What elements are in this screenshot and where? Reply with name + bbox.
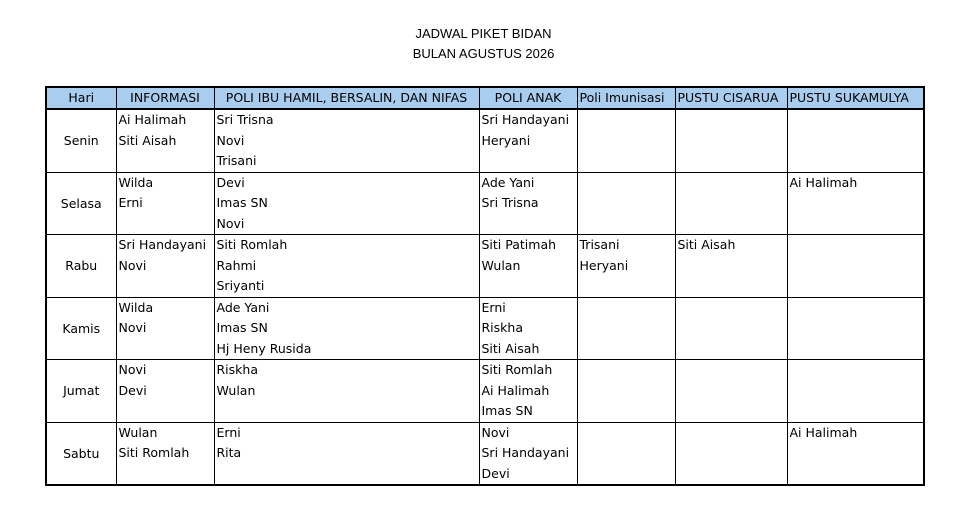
- cell-poli-ibu-hamil: [214, 360, 479, 423]
- cell-poli-ibu-hamil: [214, 422, 479, 485]
- staff-name: Hj Heny Rusida: [216, 340, 312, 356]
- header-poli-ibu-hamil: POLI IBU HAMIL, BERSALIN, DAN NIFAS: [214, 87, 479, 109]
- staff-name: Ai Halimah: [789, 424, 858, 440]
- cell-pustu-sukamulya: [787, 109, 924, 172]
- cell-poli-anak: [479, 360, 577, 423]
- staff-name: Siti Aisah: [481, 340, 540, 356]
- staff-name: Erni: [481, 299, 506, 315]
- staff-name: Riskha: [481, 320, 523, 335]
- cell-informasi: [116, 235, 214, 298]
- staff-name: Imas SN: [216, 320, 268, 335]
- staff-name: Wilda: [118, 174, 154, 190]
- header-informasi: INFORMASI: [116, 87, 214, 109]
- cell-poli-imunisasi: [577, 109, 675, 172]
- table-row: [46, 109, 924, 172]
- cell-pustu-cisarua: [675, 297, 787, 360]
- table-row: [46, 297, 924, 360]
- staff-name: Wulan: [216, 382, 256, 398]
- staff-name: Wulan: [481, 257, 521, 273]
- staff-name: Ai Halimah: [481, 382, 550, 398]
- cell-pustu-cisarua: [675, 422, 787, 485]
- staff-name: Sriyanti: [216, 278, 265, 293]
- staff-name: Imas SN: [216, 195, 268, 210]
- header-pustu-sukamulya: PUSTU SUKAMULYA: [787, 87, 924, 109]
- staff-name: Siti Aisah: [677, 237, 736, 252]
- staff-name: Heryani: [481, 132, 531, 148]
- cell-pustu-cisarua: [675, 360, 787, 423]
- cell-informasi: [116, 172, 214, 235]
- staff-name: Riskha: [216, 362, 258, 377]
- cell-pustu-cisarua: [675, 109, 787, 172]
- staff-name: Sri Trisna: [216, 112, 274, 127]
- page-subtitle: BULAN AGUSTUS 2026: [412, 46, 555, 61]
- staff-name: Heryani: [579, 257, 629, 273]
- staff-name: Imas SN: [481, 403, 533, 418]
- cell-poli-anak: [479, 297, 577, 360]
- cell-informasi: [116, 422, 214, 485]
- staff-name: Sri Handayani: [481, 112, 570, 127]
- staff-name: Siti Romlah: [118, 445, 190, 460]
- staff-name: Sri Handayani: [118, 237, 207, 252]
- day-cell: Kamis: [46, 297, 116, 360]
- day-cell: Jumat: [46, 360, 116, 423]
- table-row: [46, 235, 924, 298]
- cell-informasi: [116, 109, 214, 172]
- header-hari: Hari: [46, 87, 116, 109]
- staff-name: Siti Romlah: [481, 362, 553, 377]
- staff-name: Ai Halimah: [789, 174, 858, 190]
- day-cell: Rabu: [46, 235, 116, 298]
- cell-pustu-sukamulya: [787, 172, 924, 235]
- cell-poli-ibu-hamil: [214, 172, 479, 235]
- cell-pustu-sukamulya: [787, 360, 924, 423]
- staff-name: Sri Trisna: [481, 195, 539, 210]
- cell-poli-imunisasi: [577, 172, 675, 235]
- cell-pustu-sukamulya: [787, 297, 924, 360]
- cell-pustu-sukamulya: [787, 235, 924, 298]
- day-cell: Senin: [46, 109, 116, 172]
- cell-poli-anak: [479, 109, 577, 172]
- cell-poli-imunisasi: [577, 422, 675, 485]
- staff-name: Ai Halimah: [118, 112, 187, 127]
- staff-name: Devi: [481, 465, 510, 481]
- staff-name: Wulan: [118, 424, 158, 440]
- cell-poli-imunisasi: [577, 297, 675, 360]
- cell-pustu-cisarua: [675, 235, 787, 298]
- cell-pustu-sukamulya: [787, 422, 924, 485]
- cell-poli-ibu-hamil: [214, 297, 479, 360]
- cell-informasi: [116, 360, 214, 423]
- staff-name: Novi: [118, 257, 147, 273]
- cell-poli-ibu-hamil: [214, 235, 479, 298]
- cell-poli-ibu-hamil: [214, 109, 479, 172]
- cell-informasi: [116, 297, 214, 360]
- staff-name: Trisani: [216, 153, 257, 168]
- header-row: [46, 87, 924, 109]
- staff-name: Ade Yani: [481, 174, 535, 190]
- cell-poli-anak: [479, 235, 577, 298]
- staff-name: Siti Patimah: [481, 237, 557, 252]
- staff-name: Novi: [216, 132, 245, 148]
- table-row: [46, 360, 924, 423]
- cell-poli-imunisasi: [577, 360, 675, 423]
- cell-pustu-cisarua: [675, 172, 787, 235]
- staff-name: Erni: [118, 195, 143, 210]
- day-cell: Selasa: [46, 172, 116, 235]
- staff-name: Wilda: [118, 299, 154, 315]
- page-title: JADWAL PIKET BIDAN: [415, 26, 552, 41]
- staff-name: Novi: [216, 215, 245, 231]
- header-poli-imunisasi: Poli Imunisasi: [577, 87, 675, 109]
- staff-name: Rita: [216, 445, 242, 460]
- cell-poli-imunisasi: [577, 235, 675, 298]
- table-row: [46, 422, 924, 485]
- staff-name: Novi: [481, 424, 510, 440]
- staff-name: Ade Yani: [216, 299, 270, 315]
- staff-name: Devi: [216, 174, 245, 190]
- cell-poli-anak: [479, 172, 577, 235]
- staff-name: Novi: [118, 320, 147, 335]
- staff-name: Rahmi: [216, 257, 257, 273]
- cell-poli-anak: [479, 422, 577, 485]
- staff-name: Devi: [118, 382, 147, 398]
- table-row: [46, 172, 924, 235]
- staff-name: Siti Aisah: [118, 132, 177, 148]
- staff-name: Erni: [216, 424, 241, 440]
- staff-name: Siti Romlah: [216, 237, 288, 252]
- staff-name: Trisani: [579, 237, 620, 252]
- day-cell: Sabtu: [46, 422, 116, 485]
- schedule-table: [45, 86, 925, 486]
- header-poli-anak: POLI ANAK: [479, 87, 577, 109]
- header-pustu-cisarua: PUSTU CISARUA: [675, 87, 787, 109]
- staff-name: Sri Handayani: [481, 445, 570, 460]
- staff-name: Novi: [118, 362, 147, 377]
